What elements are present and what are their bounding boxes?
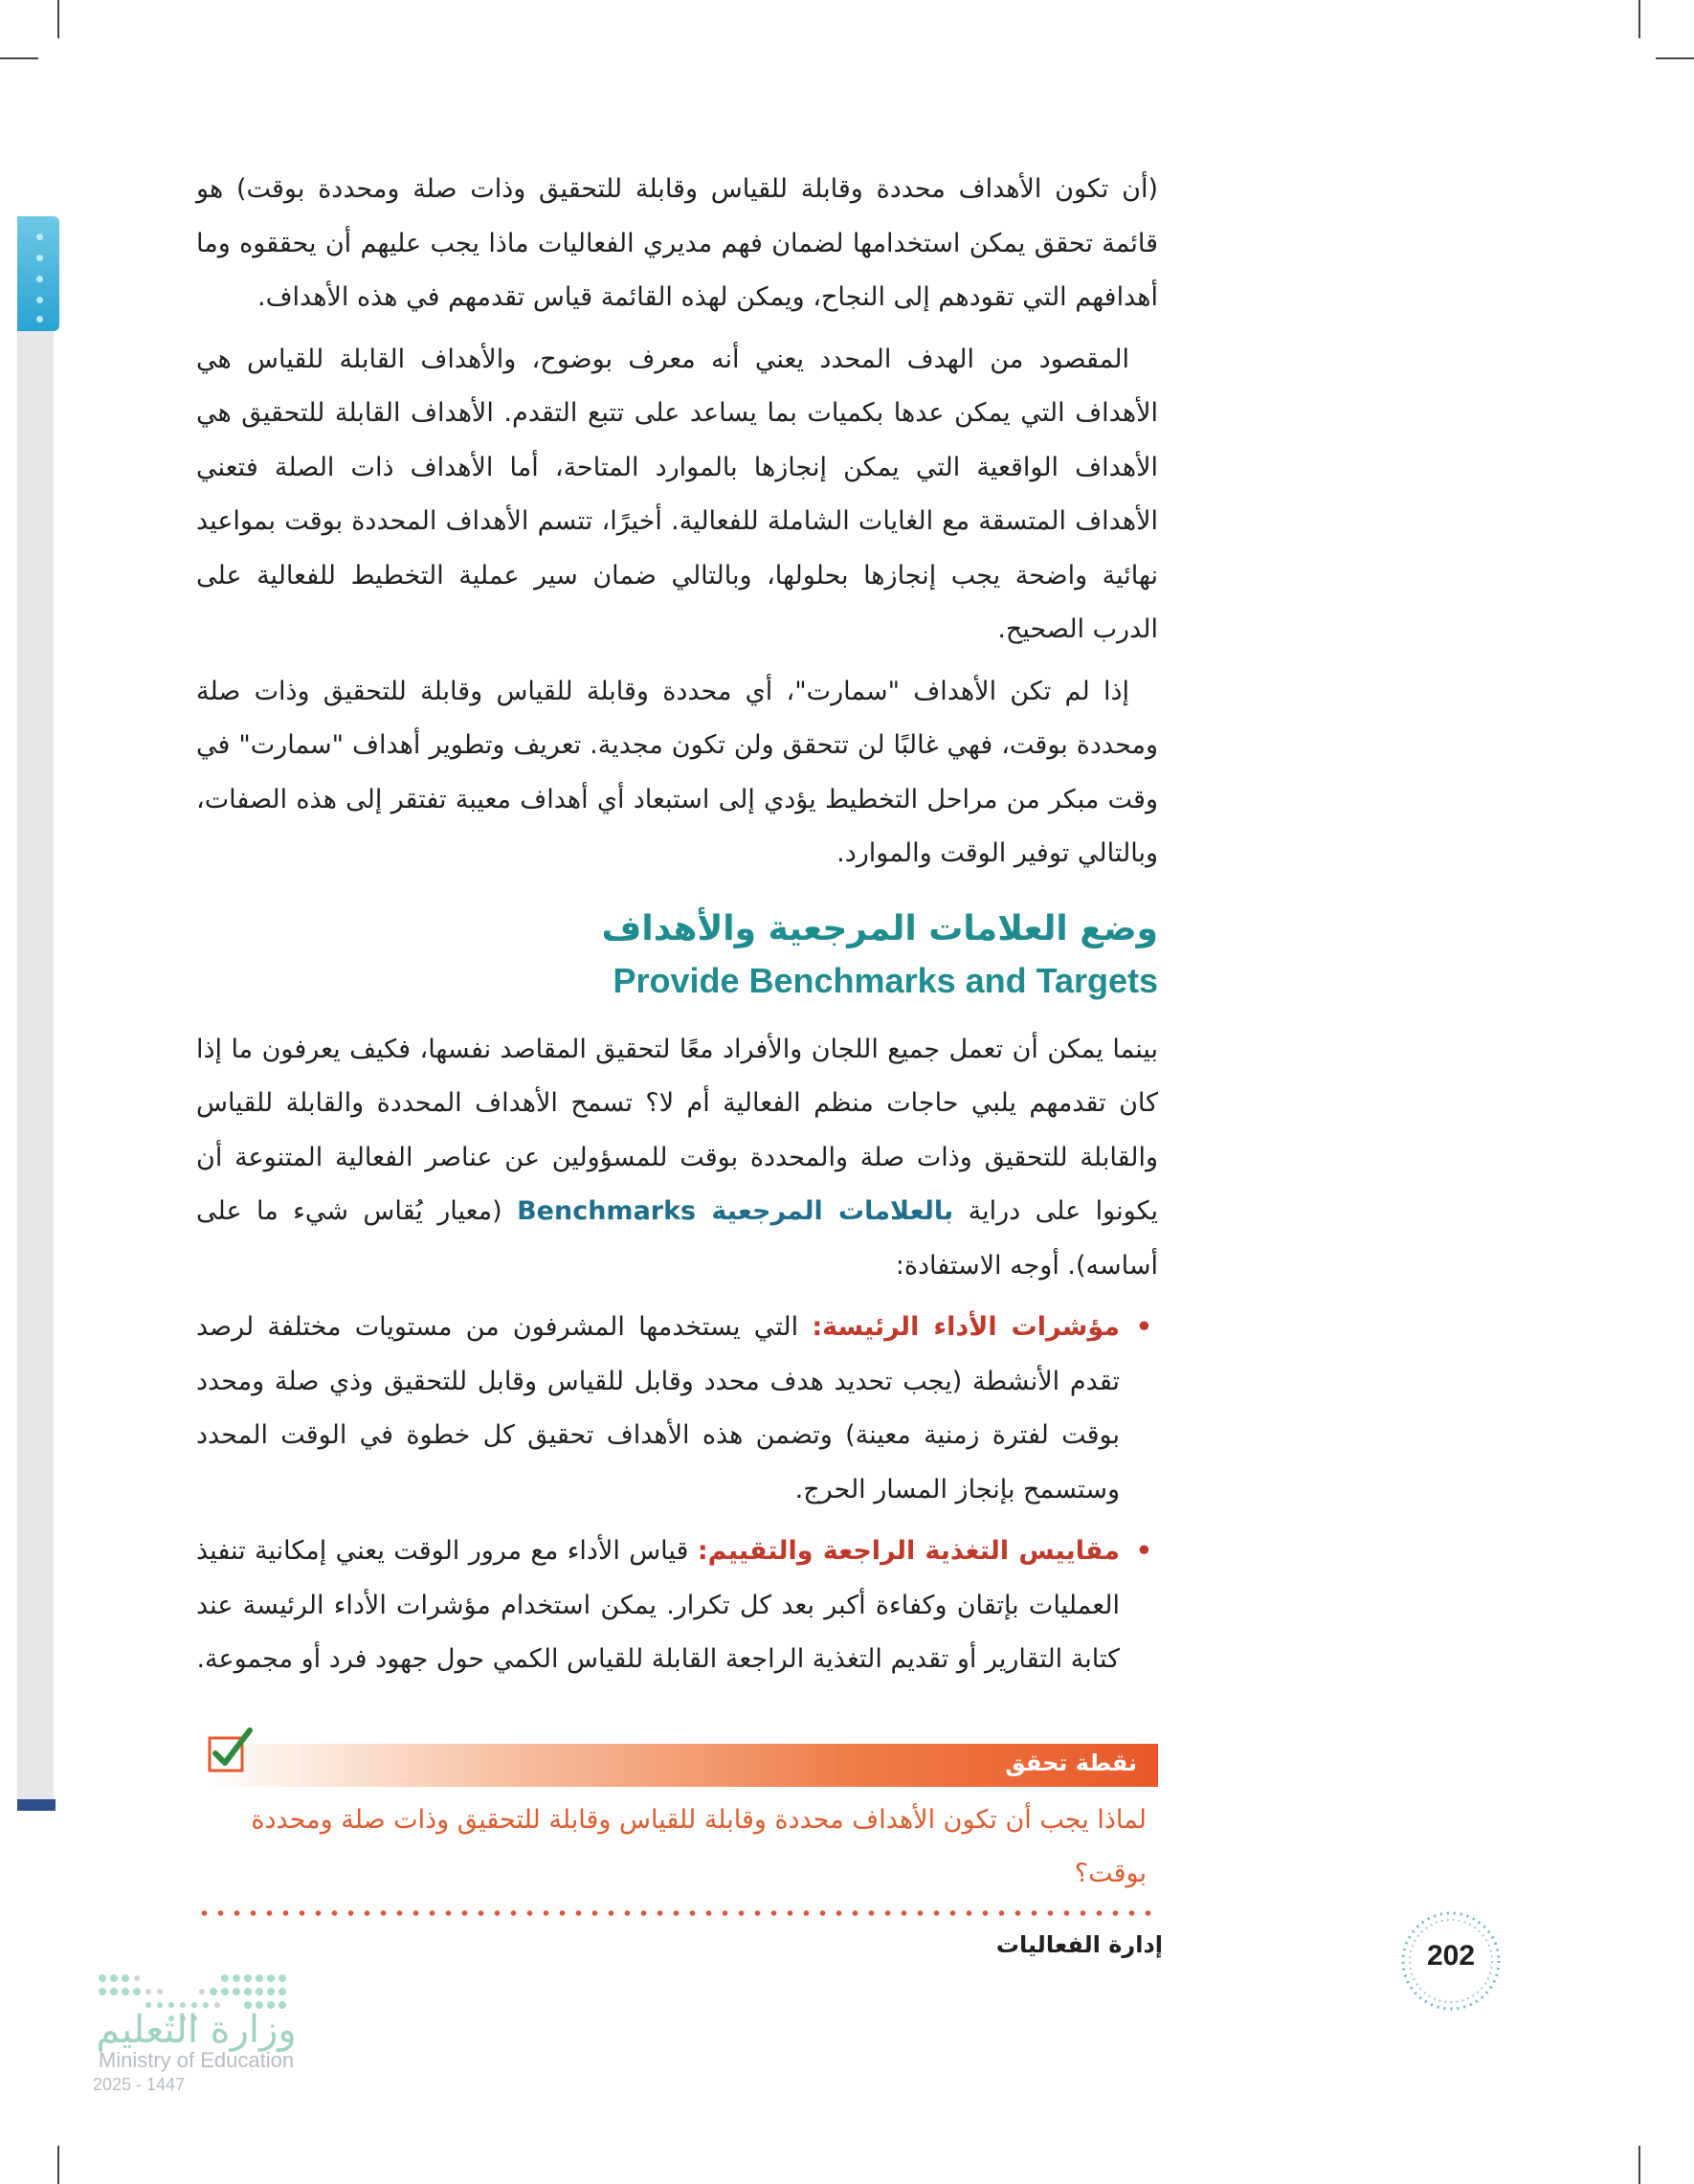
checkmark-icon (206, 1727, 254, 1774)
main-content (196, 163, 1158, 1695)
crop-mark (1638, 0, 1640, 38)
crop-mark (57, 0, 59, 38)
dotted-divider (196, 1910, 1153, 1916)
bullet-title: مقاييس التغذية الراجعة والتقييم: (697, 1536, 1120, 1566)
checkpoint-question: لماذا يجب أن تكون الأهداف محددة وقابلة للقياس وقابلة للتحقيق وذات صلة ومحددة بوقت؟ (251, 1805, 1147, 1888)
side-tab-decoration (17, 216, 59, 331)
ministry-year: 2025 - 1447 (93, 2075, 186, 2094)
ministry-name-english: Ministry of Education (98, 2048, 295, 2072)
bullet-icon: • (1135, 1312, 1152, 1342)
crop-mark (57, 2146, 59, 2184)
crop-mark (0, 57, 38, 59)
bullet-item (196, 1525, 1158, 1687)
intro-text-end: (معيار يُقاس شيء ما على أساسه). أوجه الاستفادة: (196, 1196, 1158, 1281)
section-title-english: Provide Benchmarks and Targets (613, 960, 1158, 1000)
ministry-name-arabic: وزارة التعليم (96, 2008, 297, 2052)
intro-text: بينما يمكن أن تعمل جميع اللجان والأفراد معًا لتحقيق المقاصد نفسها، فكيف يعرفون ما إذا كان تقدمهم يلبي حاجات منظم الفعالية أم لا؟ تسمح الأهداف المحددة والقابلة للقياس والقابلة للتحقيق وذات صلة والمحددة بوقت للمسؤولين عن عناصر الفعالية المتنوعة أن يكونوا على دراية (196, 1034, 1158, 1226)
section-title-arabic: وضع العلامات المرجعية والأهداف (601, 908, 1158, 948)
bullet-text: التي يستخدمها المشرفون من مستويات مختلفة لرصد تقدم الأنشطة (يجب تحديد هدف محدد وقابل للقياس وقابل للتحقيق وذي صلة ومحدد بوقت لفترة زمنية معينة) وتضمن هذه الأهداف تحقيق كل خطوة في الوقت المحدد وستسمح بإنجاز المسار الحرج. (196, 1312, 1120, 1504)
side-marker (17, 1799, 56, 1811)
bullet-title: مؤشرات الأداء الرئيسة: (812, 1312, 1120, 1342)
paragraph-smart-definition: (أن تكون الأهداف محددة وقابلة للقياس وقابلة للتحقيق وذات صلة ومحددة بوقت) هو قائمة تحقق يمكن استخدامها لضمان فهم مديري الفعاليات ماذا يجب عليهم أن يحققوه وما أهدافهم التي تقودهم إلى النجاح، ويمكن لهذه القائمة قياس تقدمهم في هذه الأهداف. (196, 174, 1158, 312)
side-strip (17, 220, 54, 1799)
paragraph-goal-types: المقصود من الهدف المحدد يعني أنه معرف بوضوح، والأهداف القابلة للقياس هي الأهداف التي يمكن عدها بكميات بما يساعد على تتبع التقدم. الأهداف القابلة للتحقيق هي الأهداف الواقعية التي يمكن إنجازها بالموارد المتاحة، أما الأهداف ذات الصلة فتعني الأهداف المتسقة مع الغايات الشاملة للفعالية. أخيرًا، تتسم الأهداف المحددة بوقت بمواعيد نهائية واضحة يجب إنجازها بحلولها، وبالتالي ضمان سير عملية التخطيط للفعالية على الدرب الصحيح. (196, 344, 1158, 644)
crop-mark (1656, 57, 1694, 59)
book-title: إدارة الفعاليات (995, 1931, 1163, 1958)
benchmarks-term: بالعلامات المرجعية Benchmarks (517, 1196, 954, 1226)
bullet-icon: • (1135, 1536, 1152, 1566)
bullet-item (196, 1301, 1158, 1517)
page-number: 202 (1426, 1940, 1476, 1972)
paragraph-benchmarks-intro (196, 1023, 1158, 1294)
checkpoint-header-bar (206, 1744, 1158, 1787)
bullet-text: قياس الأداء مع مرور الوقت يعني إمكانية تنفيذ العمليات بإتقان وكفاءة أكبر بعد كل تكرار. يمكن استخدام مؤشرات الأداء الرئيسة عند كتابة التقارير أو تقديم التغذية الراجعة القابلة للقياس الكمي حول جهود فرد أو مجموعة. (196, 1536, 1120, 1674)
paragraph-smart-importance: إذا لم تكن الأهداف "سمارت"، أي محددة وقابلة للقياس وقابلة للتحقيق وذات صلة ومحددة بوقت، فهي غالبًا لن تتحقق ولن تكون مجدية. تعريف وتطوير أهداف "سمارت" في وقت مبكر من مراحل التخطيط يؤدي إلى استبعاد أي أهداف معيبة تفتقر إلى هذه الصفات، وبالتالي توفير الوقت والموارد. (196, 676, 1158, 868)
crop-mark (1638, 2146, 1640, 2184)
checkpoint-label: نقطة تحقق (1005, 1749, 1137, 1776)
